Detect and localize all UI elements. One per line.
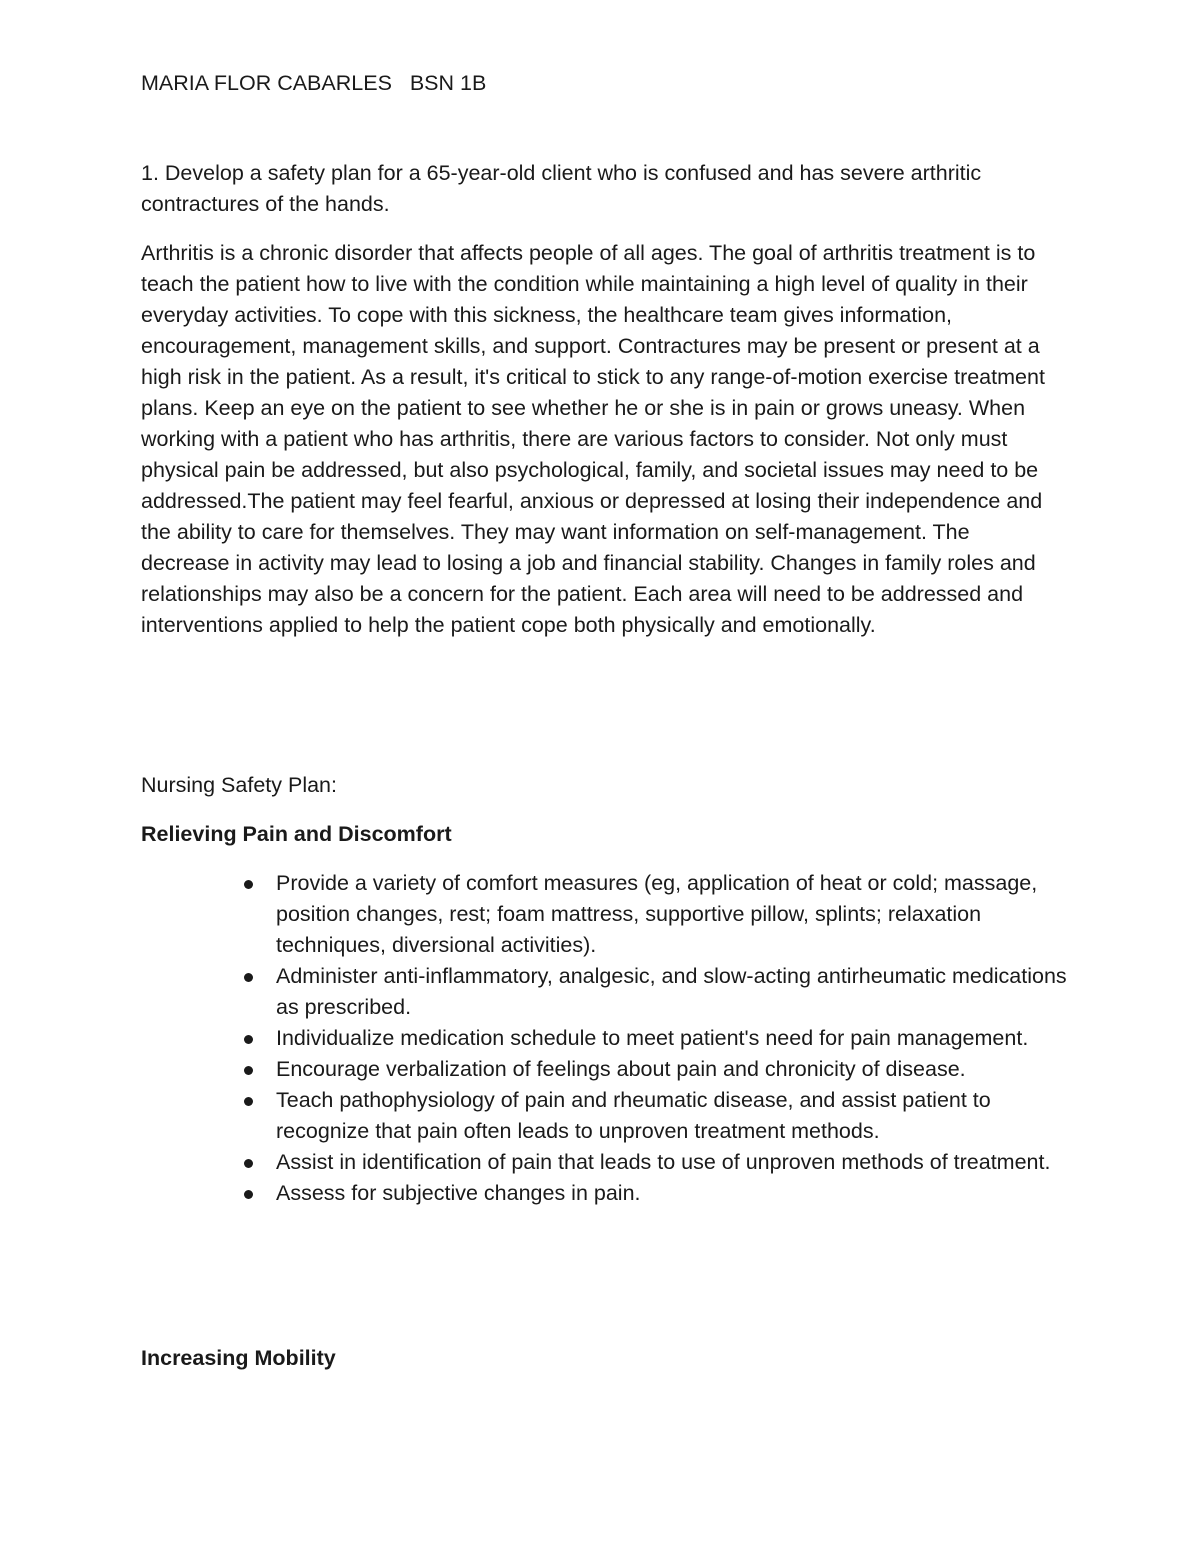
list-item — [0, 1023, 1100, 1054]
list-item-text: Teach pathophysiology of pain and rheumatic disease, and assist patient to recognize that pain often leads to unproven treatment methods. — [276, 1088, 991, 1143]
bullet-icon — [244, 1035, 253, 1044]
section-heading-pain: Relieving Pain and Discomfort — [141, 822, 452, 846]
bullet-icon — [244, 1097, 253, 1106]
bullet-icon — [244, 1066, 253, 1075]
list-item — [0, 1147, 1100, 1178]
list-item — [0, 1054, 1100, 1085]
list-item-text: Individualize medication schedule to meet patient's need for pain management. — [276, 1026, 1029, 1050]
bullet-icon — [244, 880, 253, 889]
list-item-text: Administer anti-inflammatory, analgesic, and slow-acting antirheumatic medications as prescribed. — [276, 964, 1067, 1019]
list-item — [0, 1178, 1100, 1209]
list-item-text: Encourage verbalization of feelings about pain and chronicity of disease. — [276, 1057, 966, 1081]
intro-paragraph: Arthritis is a chronic disorder that affects people of all ages. The goal of arthritis treatment is to teach the patient how to live with the condition while maintaining a high level of quality in their everyday activities. To cope with this sickness, the healthcare team gives information, encouragement, management skills, and support. Contractures may be present or present at a high risk in the patient. As a result, it's critical to stick to any range-of-motion exercise treatment plans. Keep an eye on the patient to see whether he or she is in pain or grows uneasy. When working with a patient who has arthritis, there are various factors to consider. Not only must physical pain be addressed, but also psychological, family, and societal issues may need to be addressed.The patient may feel fearful, anxious or depressed at losing their independence and the ability to care for themselves. They may want information on self-management. The decrease in activity may lead to losing a job and financial stability. Changes in family roles and relationships may also be a concern for the patient. Each area will need to be addressed and interventions applied to help the patient cope both physically and emotionally. — [141, 241, 1045, 637]
pain-bullet-list — [0, 868, 1100, 1209]
student-header: MARIA FLOR CABARLES BSN 1B — [141, 71, 487, 95]
list-item — [0, 868, 1100, 961]
list-item-text: Assist in identification of pain that leads to use of unproven methods of treatment. — [276, 1150, 1051, 1174]
bullet-icon — [244, 973, 253, 982]
list-item-text: Assess for subjective changes in pain. — [276, 1181, 641, 1205]
list-item — [0, 1085, 1100, 1147]
bullet-icon — [244, 1159, 253, 1168]
question-text: 1. Develop a safety plan for a 65-year-old client who is confused and has severe arthritic contractures of the hands. — [141, 161, 982, 216]
list-item-text: Provide a variety of comfort measures (eg, application of heat or cold; massage, position changes, rest; foam mattress, supportive pillow, splints; relaxation techniques, diversional activities). — [276, 871, 1038, 957]
bullet-icon — [244, 1190, 253, 1199]
safety-plan-label: Nursing Safety Plan: — [141, 773, 337, 797]
section-heading-mobility: Increasing Mobility — [141, 1346, 336, 1370]
list-item — [0, 961, 1100, 1023]
